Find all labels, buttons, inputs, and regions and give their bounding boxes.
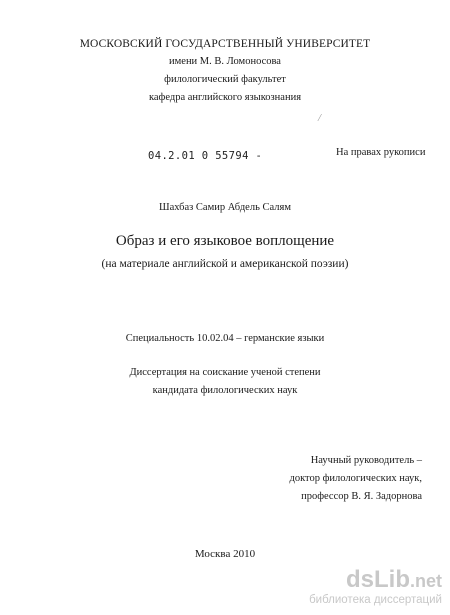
- degree-line-1: Диссертация на соискание ученой степени: [129, 367, 321, 378]
- dissertation-title: Образ и его языковое воплощение: [115, 233, 335, 249]
- author-name: Шахбаз Самир Абдель Салям: [159, 202, 291, 213]
- catalog-code-stamp: 04.2.01 0 55794 -: [148, 150, 263, 162]
- watermark-caption: библиотека диссертаций: [309, 594, 442, 606]
- watermark-logo-main: dsLib: [345, 566, 410, 593]
- pencil-mark: /: [318, 112, 322, 124]
- dslib-watermark: [309, 568, 442, 607]
- supervisor-line-3: профессор В. Я. Задорнова: [301, 491, 422, 502]
- supervisor-block: [289, 452, 422, 506]
- city-year: Москва 2010: [194, 548, 256, 560]
- dissertation-subtitle: (на материале английской и американской поэзии): [101, 258, 349, 270]
- degree-line-2: кандидата филологических наук: [152, 385, 298, 396]
- watermark-logo: [309, 568, 442, 593]
- watermark-logo-tld: .net: [409, 571, 442, 591]
- faculty-line: филологический факультет: [164, 74, 286, 85]
- rights-note: На правах рукописи: [336, 147, 426, 158]
- specialty-line: Специальность 10.02.04 – германские языки: [125, 333, 325, 344]
- named-after-line: имени М. В. Ломоносова: [169, 56, 281, 67]
- supervisor-line-2: доктор филологических наук,: [289, 473, 422, 484]
- supervisor-line-1: Научный руководитель –: [310, 455, 422, 466]
- university-name: МОСКОВСКИЙ ГОСУДАРСТВЕННЫЙ УНИВЕРСИТЕТ: [79, 38, 371, 50]
- department-line: кафедра английского языкознания: [148, 92, 302, 103]
